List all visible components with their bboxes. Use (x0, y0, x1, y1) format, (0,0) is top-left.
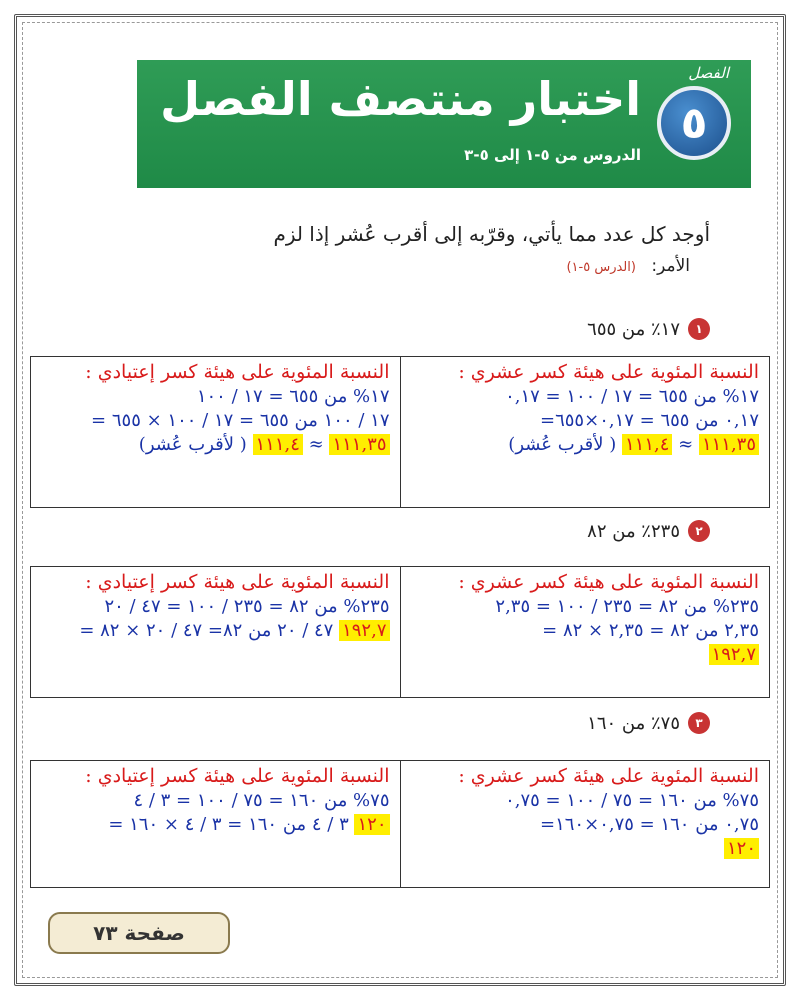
solution-line: ٠,٧٥ من ١٦٠ = ٠,٧٥×١٦٠= (539, 814, 759, 835)
chapter-banner (137, 60, 751, 188)
method-heading: النسبة المئوية على هيئة كسر عشري : (458, 361, 759, 383)
banner-subtitle: الدروس من ٥-١ إلى ٥-٣ (464, 146, 641, 164)
solution-line: ٤٧ / ٢٠ من ٨٢= ٤٧ / ٢٠ × ٨٢ = (79, 620, 334, 641)
page-number-badge: صفحة ٧٣ (48, 912, 230, 954)
question-2 (587, 520, 710, 542)
lesson-reference: (الدرس ٥-١) (566, 260, 636, 275)
command-label (566, 256, 690, 276)
result-value: ١١١,٣٥ (329, 434, 389, 455)
result-value: ١١١,٣٥ (699, 434, 759, 455)
solution-decimal-method (400, 567, 770, 697)
solution-result-line (41, 814, 390, 835)
solution-box-3 (30, 760, 770, 888)
question-number-badge: ٢ (688, 520, 710, 542)
solution-line: ٢,٣٥ من ٨٢ = ٢,٣٥ × ٨٢ = (542, 620, 759, 641)
solution-box-2 (30, 566, 770, 698)
question-number-badge: ٣ (688, 712, 710, 734)
solution-line: ٢٣٥% من ٨٢ = ٢٣٥ / ١٠٠ = ٤٧ / ٢٠ (104, 596, 390, 617)
rounded-result: ١١١,٤ (253, 434, 303, 455)
chapter-label: الفصل (688, 64, 729, 82)
result-value: ١٩٢,٧ (709, 644, 759, 665)
solution-line: ١٧% من ٦٥٥ = ١٧ / ١٠٠ (196, 386, 390, 407)
command-label-text: الأمر: (651, 256, 690, 276)
solution-line: ٣ / ٤ من ١٦٠ = ٣ / ٤ × ١٦٠ = (108, 814, 349, 835)
banner-title: اختبار منتصف الفصل (160, 72, 641, 126)
method-heading: النسبة المئوية على هيئة كسر إعتيادي : (85, 571, 390, 593)
solution-result-line: ١١١,٣٥ ≈ ١١١,٤ ( لأقرب عُشر) (411, 434, 760, 455)
rounding-note: ( لأقرب عُشر) (138, 434, 247, 455)
solution-decimal-method (400, 761, 770, 887)
solution-line: ٢٣٥% من ٨٢ = ٢٣٥ / ١٠٠ = ٢,٣٥ (495, 596, 759, 617)
method-heading: النسبة المئوية على هيئة كسر عشري : (458, 571, 759, 593)
question-number-badge: ١ (688, 318, 710, 340)
instruction-text: أوجد كل عدد مما يأتي، وقرّبه إلى أقرب عُشر إذا لزم (273, 222, 710, 246)
result-value: ١٢٠ (724, 838, 759, 859)
solution-box-1 (30, 356, 770, 508)
solution-line: ٧٥% من ١٦٠ = ٧٥ / ١٠٠ = ٠,٧٥ (505, 790, 759, 811)
solution-line: ١٧ / ١٠٠ من ٦٥٥ = ١٧ / ١٠٠ × ٦٥٥ = (91, 410, 390, 431)
question-prompt: ٢٣٥٪ من ٨٢ (587, 520, 680, 542)
rounding-note: ( لأقرب عُشر) (508, 434, 617, 455)
question-prompt: ٧٥٪ من ١٦٠ (587, 712, 680, 734)
solution-result-line (41, 620, 390, 641)
solution-line: ١٧% من ٦٥٥ = ١٧ / ١٠٠ = ٠,١٧ (505, 386, 759, 407)
solution-fraction-method (31, 761, 400, 887)
rounded-result: ١١١,٤ (622, 434, 672, 455)
solution-line: ٠,١٧ من ٦٥٥ = ٠,١٧×٦٥٥= (539, 410, 759, 431)
method-heading: النسبة المئوية على هيئة كسر عشري : (458, 765, 759, 787)
result-value: ١٢٠ (354, 814, 389, 835)
question-prompt: ١٧٪ من ٦٥٥ (587, 318, 680, 340)
method-heading: النسبة المئوية على هيئة كسر إعتيادي : (85, 361, 390, 383)
question-3 (587, 712, 710, 734)
solution-result-line: ١١١,٣٥ ≈ ١١١,٤ ( لأقرب عُشر) (41, 434, 390, 455)
question-1 (587, 318, 710, 340)
solution-line: ٧٥% من ١٦٠ = ٧٥ / ١٠٠ = ٣ / ٤ (133, 790, 390, 811)
solution-fraction-method (31, 567, 400, 697)
method-heading: النسبة المئوية على هيئة كسر إعتيادي : (85, 765, 390, 787)
solution-result-line (411, 838, 760, 859)
solution-decimal-method (400, 357, 770, 507)
chapter-number-badge: ٥ (657, 86, 731, 160)
result-value: ١٩٢,٧ (339, 620, 389, 641)
solution-result-line (411, 644, 760, 665)
solution-fraction-method (31, 357, 400, 507)
